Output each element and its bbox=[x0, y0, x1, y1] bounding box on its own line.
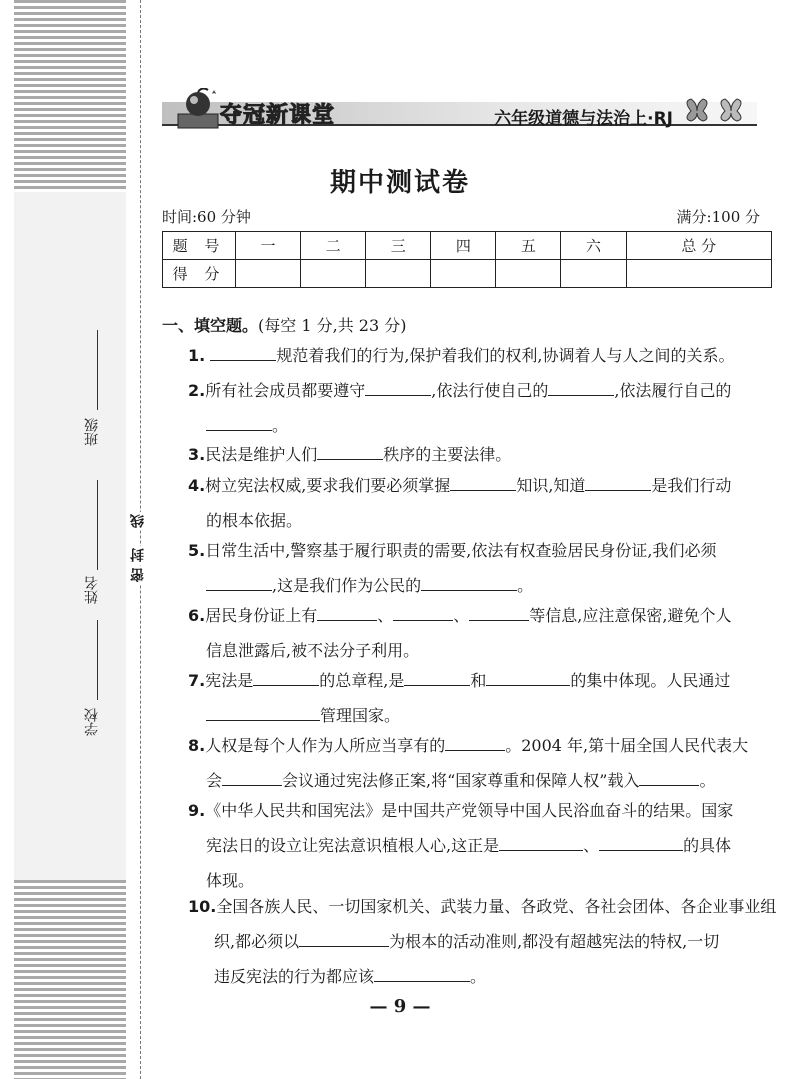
question-text: 、 bbox=[583, 836, 600, 855]
answer-blank[interactable] bbox=[299, 928, 389, 947]
question-text: 知识,知道 bbox=[516, 476, 586, 495]
question-text: ,依法行使自己的 bbox=[431, 381, 549, 400]
score-table bbox=[162, 231, 772, 288]
answer-blank[interactable] bbox=[639, 767, 699, 786]
question-text: 宪法日的设立让宪法意识植根人心,这正是 bbox=[206, 836, 500, 855]
score-cell[interactable] bbox=[496, 260, 561, 288]
page-header bbox=[162, 88, 757, 136]
row-label-number: 题 号 bbox=[163, 232, 236, 260]
question-number: 1. bbox=[188, 346, 206, 365]
answer-blank[interactable] bbox=[210, 342, 276, 361]
col-1: 一 bbox=[236, 232, 301, 260]
seal-mark-1: 线 bbox=[130, 514, 146, 528]
answer-blank[interactable] bbox=[445, 732, 505, 751]
col-4: 四 bbox=[431, 232, 496, 260]
answer-blank[interactable] bbox=[486, 667, 570, 686]
question-number: 3. bbox=[188, 445, 206, 464]
page-title: 期中测试卷 bbox=[329, 168, 470, 198]
answer-blank[interactable] bbox=[499, 832, 583, 851]
answer-blank[interactable] bbox=[365, 377, 431, 396]
score-cell[interactable] bbox=[431, 260, 496, 288]
question-number: 9. bbox=[188, 801, 206, 820]
name-label: 姓名 bbox=[84, 576, 100, 604]
question-text: 宪法是 bbox=[205, 671, 254, 690]
score-cell[interactable] bbox=[366, 260, 431, 288]
school-line bbox=[97, 620, 98, 700]
score-cell[interactable] bbox=[561, 260, 626, 288]
row-label-score: 得 分 bbox=[163, 260, 236, 288]
score-cell[interactable] bbox=[301, 260, 366, 288]
question-text: 。 bbox=[470, 967, 487, 986]
name-line bbox=[97, 480, 98, 570]
book-title: 六年级道德与法治上·RJ bbox=[494, 109, 673, 129]
score-table-header-row bbox=[163, 232, 772, 260]
col-3: 三 bbox=[366, 232, 431, 260]
question-text: 是我们行动 bbox=[651, 476, 732, 495]
butterfly-icon bbox=[681, 96, 751, 126]
answer-blank[interactable] bbox=[393, 602, 453, 621]
section-title: 一、填空题。 bbox=[162, 316, 259, 335]
answer-blank[interactable] bbox=[599, 832, 683, 851]
question-text: 为根本的活动准则,都没有超越宪法的特权,一切 bbox=[389, 932, 720, 951]
score-cell[interactable] bbox=[626, 260, 771, 288]
question-1 bbox=[188, 338, 778, 373]
question-number: 6. bbox=[188, 606, 206, 625]
col-total: 总 分 bbox=[626, 232, 771, 260]
answer-blank[interactable] bbox=[253, 667, 319, 686]
section-heading bbox=[162, 313, 406, 336]
question-text: 。 bbox=[517, 576, 534, 595]
question-text: 等信息,应注意保密,避免个人 bbox=[529, 606, 732, 625]
binding-margin bbox=[14, 192, 126, 880]
answer-blank[interactable] bbox=[317, 602, 377, 621]
question-text: 民法是维护人们 bbox=[205, 445, 318, 464]
exam-time: 时间:60 分钟 bbox=[162, 208, 251, 226]
score-table-score-row bbox=[163, 260, 772, 288]
question-text: 。2004 年,第十届全国人民代表大 bbox=[505, 736, 749, 755]
question-text: 会 bbox=[206, 771, 223, 790]
answer-blank[interactable] bbox=[317, 441, 383, 460]
question-text: 的根本依据。 bbox=[206, 511, 303, 530]
question-text: 《中华人民共和国宪法》是中国共产党领导中国人民浴血奋斗的结果。国家 bbox=[205, 801, 734, 820]
question-text: 违反宪法的行为都应该 bbox=[214, 967, 375, 986]
answer-blank[interactable] bbox=[206, 702, 320, 721]
answer-blank[interactable] bbox=[548, 377, 614, 396]
class-label: 班级 bbox=[84, 418, 100, 446]
page-number: — 9 — bbox=[369, 996, 431, 1017]
question-text: 会议通过宪法修正案,将“国家尊重和保障人权”载入 bbox=[282, 771, 640, 790]
question-3 bbox=[188, 437, 778, 472]
col-5: 五 bbox=[496, 232, 561, 260]
question-text: 居民身份证上有 bbox=[205, 606, 318, 625]
question-text: 。 bbox=[272, 416, 289, 435]
class-line bbox=[97, 330, 98, 410]
question-text: 的具体 bbox=[683, 836, 732, 855]
score-cell[interactable] bbox=[236, 260, 301, 288]
question-text: ,这是我们作为公民的 bbox=[272, 576, 422, 595]
question-8 bbox=[188, 728, 778, 798]
brand-logo: 夺冠新课堂 bbox=[220, 103, 336, 128]
answer-blank[interactable] bbox=[206, 572, 272, 591]
question-text: ,依法履行自己的 bbox=[614, 381, 732, 400]
question-text: 。 bbox=[699, 771, 716, 790]
question-number: 5. bbox=[188, 541, 206, 560]
question-number: 8. bbox=[188, 736, 206, 755]
answer-blank[interactable] bbox=[374, 963, 470, 982]
question-text: 的集中体现。人民通过 bbox=[570, 671, 731, 690]
answer-blank[interactable] bbox=[206, 412, 272, 431]
answer-blank[interactable] bbox=[421, 572, 517, 591]
question-4 bbox=[188, 468, 778, 538]
answer-blank[interactable] bbox=[404, 667, 470, 686]
question-text: 管理国家。 bbox=[320, 706, 401, 725]
full-score: 满分:100 分 bbox=[676, 208, 760, 226]
answer-blank[interactable] bbox=[222, 767, 282, 786]
answer-blank[interactable] bbox=[585, 472, 651, 491]
binding-stripes-bottom bbox=[14, 880, 126, 1079]
section-note: (每空 1 分,共 23 分) bbox=[258, 316, 407, 335]
question-number: 4. bbox=[188, 476, 206, 495]
question-text: 规范着我们的行为,保护着我们的权利,协调着人与人之间的关系。 bbox=[276, 346, 735, 365]
question-2 bbox=[188, 373, 778, 443]
question-text: 和 bbox=[470, 671, 487, 690]
answer-blank[interactable] bbox=[450, 472, 516, 491]
question-text: 树立宪法权威,要求我们要必须掌握 bbox=[205, 476, 451, 495]
question-number: 7. bbox=[188, 671, 206, 690]
seal-mark-2: 封 bbox=[130, 548, 146, 562]
school-label: 学校 bbox=[84, 708, 100, 736]
question-number: 10. bbox=[188, 897, 217, 916]
question-text: 所有社会成员都要遵守 bbox=[205, 381, 366, 400]
col-6: 六 bbox=[561, 232, 626, 260]
question-text: 秩序的主要法律。 bbox=[383, 445, 512, 464]
question-text: 人权是每个人作为人所应当享有的 bbox=[205, 736, 446, 755]
seal-mark-3: 密 bbox=[130, 568, 146, 582]
question-number: 2. bbox=[188, 381, 206, 400]
apple-book-icon bbox=[174, 88, 224, 132]
question-text: 日常生活中,警察基于履行职责的需要,依法有权查验居民身份证,我们必须 bbox=[205, 541, 717, 560]
question-10 bbox=[188, 889, 778, 994]
question-text: 织,都必须以 bbox=[214, 932, 300, 951]
question-text: 、 bbox=[453, 606, 470, 625]
answer-blank[interactable] bbox=[469, 602, 529, 621]
question-text: 、 bbox=[377, 606, 394, 625]
question-text: 的总章程,是 bbox=[319, 671, 405, 690]
col-2: 二 bbox=[301, 232, 366, 260]
question-7 bbox=[188, 663, 778, 733]
question-9 bbox=[188, 793, 778, 898]
question-text: 体现。 bbox=[206, 871, 255, 890]
question-6 bbox=[188, 598, 778, 668]
question-text: 全国各族人民、一切国家机关、武装力量、各政党、各社会团体、各企业事业组 bbox=[216, 897, 777, 916]
question-5 bbox=[188, 533, 778, 603]
question-text: 信息泄露后,被不法分子利用。 bbox=[206, 641, 420, 660]
